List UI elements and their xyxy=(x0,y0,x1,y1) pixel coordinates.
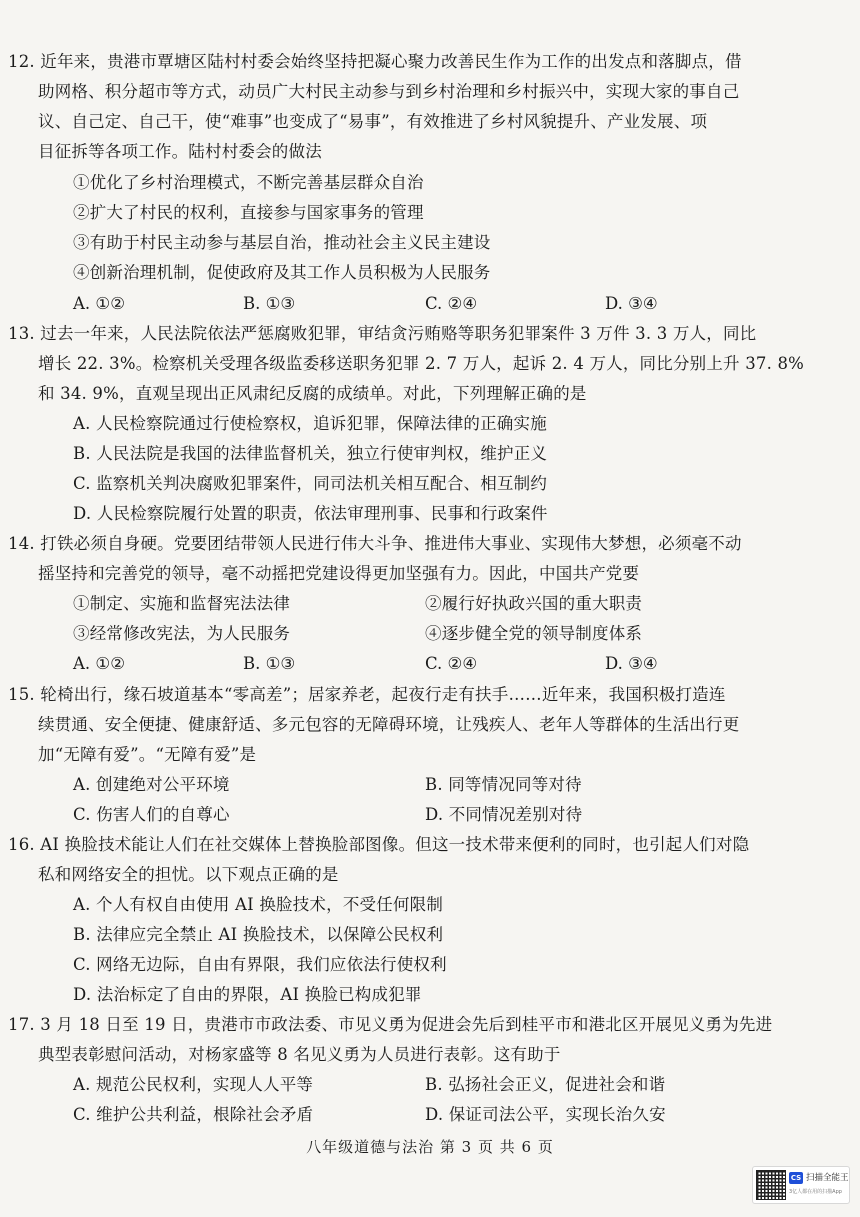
q17-option-d: D. 保证司法公平，实现长治久安 xyxy=(425,1105,666,1124)
q14-option-a: A. ①② xyxy=(73,654,125,673)
q12-statement-4: ④创新治理机制，促使政府及其工作人员积极为人民服务 xyxy=(73,263,491,282)
q14-stem-line-1: 14. 打铁必须自身硬。党要团结带领人民进行伟大斗争、推进伟大事业、实现伟大梦想，必须毫不动 xyxy=(8,534,742,553)
watermark-subtitle: 3亿人都在用的扫描App xyxy=(789,1189,842,1195)
camscanner-watermark xyxy=(752,1166,850,1204)
q13-option-d: D. 人民检察院履行处置的职责，依法审理刑事、民事和行政案件 xyxy=(73,504,548,523)
q12-statement-1: ①优化了乡村治理模式，不断完善基层群众自治 xyxy=(73,173,424,192)
q17-option-c: C. 维护公共利益，根除社会矛盾 xyxy=(73,1105,314,1124)
q12-stem-line-1: 12. 近年来，贵港市覃塘区陆村村委会始终坚持把凝心聚力改善民生作为工作的出发点和落脚点，借 xyxy=(8,52,742,71)
q17-option-a: A. 规范公民权利，实现人人平等 xyxy=(73,1075,314,1094)
q17-stem-line-1: 17. 3 月 18 日至 19 日，贵港市市政法委、市见义勇为促进会先后到桂平市和港北区开展见义勇为先进 xyxy=(8,1015,773,1034)
q15-stem-line-3: 加“无障有爱”。“无障有爱”是 xyxy=(38,745,257,764)
q12-option-d: D. ③④ xyxy=(605,294,658,313)
q16-stem-line-1: 16. AI 换脸技术能让人们在社交媒体上替换脸部图像。但这一技术带来便利的同时，也引起人们对隐 xyxy=(8,835,750,854)
page-footer: 八年级道德与法治 第 3 页 共 6 页 xyxy=(306,1138,554,1156)
q13-option-a: A. 人民检察院通过行使检察权，追诉犯罪，保障法律的正确实施 xyxy=(73,414,547,433)
q14-statement-4: ④逐步健全党的领导制度体系 xyxy=(425,624,643,643)
q12-statement-2: ②扩大了村民的权利，直接参与国家事务的管理 xyxy=(73,203,424,222)
q15-option-a: A. 创建绝对公平环境 xyxy=(73,775,230,794)
q15-option-c: C. 伤害人们的自尊心 xyxy=(73,805,230,824)
q12-statement-3: ③有助于村民主动参与基层自治，推动社会主义民主建设 xyxy=(73,233,491,252)
q15-option-d: D. 不同情况差别对待 xyxy=(425,805,583,824)
watermark-title: 扫描全能王 xyxy=(806,1173,849,1183)
q12-option-b: B. ①③ xyxy=(243,294,296,313)
q12-stem-line-4: 目征拆等各项工作。陆村村委会的做法 xyxy=(38,142,322,161)
q13-stem-line-1: 13. 过去一年来，人民法院依法严惩腐败犯罪，审结贪污贿赂等职务犯罪案件 3 万件 3. 3 万人，同比 xyxy=(8,324,757,343)
q14-option-c: C. ②④ xyxy=(425,654,478,673)
q16-option-c: C. 网络无边际，自由有界限，我们应依法行使权利 xyxy=(73,955,447,974)
q14-option-d: D. ③④ xyxy=(605,654,658,673)
q15-stem-line-1: 15. 轮椅出行，缘石坡道基本“零高差”；居家养老，起夜行走有扶手……近年来，我国积极打造连 xyxy=(8,685,726,704)
q15-stem-line-2: 续贯通、安全便捷、健康舒适、多元包容的无障碍环境，让残疾人、老年人等群体的生活出行更 xyxy=(38,715,740,734)
q16-option-d: D. 法治标定了自由的界限，AI 换脸已构成犯罪 xyxy=(73,985,422,1004)
q13-option-b: B. 人民法院是我国的法律监督机关，独立行使审判权，维护正义 xyxy=(73,444,548,463)
q16-option-a: A. 个人有权自由使用 AI 换脸技术，不受任何限制 xyxy=(73,895,444,914)
q12-option-c: C. ②④ xyxy=(425,294,478,313)
q14-option-b: B. ①③ xyxy=(243,654,296,673)
q16-option-b: B. 法律应完全禁止 AI 换脸技术，以保障公民权利 xyxy=(73,925,444,944)
q14-statement-1: ①制定、实施和监督宪法法律 xyxy=(73,594,291,613)
q12-stem-line-3: 议、自己定、自己干，使“难事”也变成了“易事”，有效推进了乡村风貌提升、产业发展、项 xyxy=(38,112,708,131)
q12-option-a: A. ①② xyxy=(73,294,125,313)
q16-stem-line-2: 私和网络安全的担忧。以下观点正确的是 xyxy=(38,865,339,884)
camscanner-logo: CS xyxy=(790,1174,802,1182)
q17-stem-line-2: 典型表彰慰问活动，对杨家盛等 8 名见义勇为人员进行表彰。这有助于 xyxy=(38,1045,561,1064)
q13-stem-line-2: 增长 22. 3%。检察机关受理各级监委移送职务犯罪 2. 7 万人，起诉 2. 4 万人，同比分别上升 37. 8% xyxy=(38,354,805,373)
qr-code-icon xyxy=(756,1170,786,1200)
q13-stem-line-3: 和 34. 9%，直观呈现出正风肃纪反腐的成绩单。对此，下列理解正确的是 xyxy=(38,384,587,403)
q17-option-b: B. 弘扬社会正义，促进社会和谐 xyxy=(425,1075,666,1094)
q13-option-c: C. 监察机关判决腐败犯罪案件，同司法机关相互配合、相互制约 xyxy=(73,474,548,493)
q12-stem-line-2: 助网格、积分超市等方式，动员广大村民主动参与到乡村治理和乡村振兴中，实现大家的事自己 xyxy=(38,82,740,101)
q14-statement-2: ②履行好执政兴国的重大职责 xyxy=(425,594,643,613)
q14-statement-3: ③经常修改宪法，为人民服务 xyxy=(73,624,291,643)
q15-option-b: B. 同等情况同等对待 xyxy=(425,775,582,794)
q14-stem-line-2: 摇坚持和完善党的领导，毫不动摇把党建设得更加坚强有力。因此，中国共产党要 xyxy=(38,564,640,583)
